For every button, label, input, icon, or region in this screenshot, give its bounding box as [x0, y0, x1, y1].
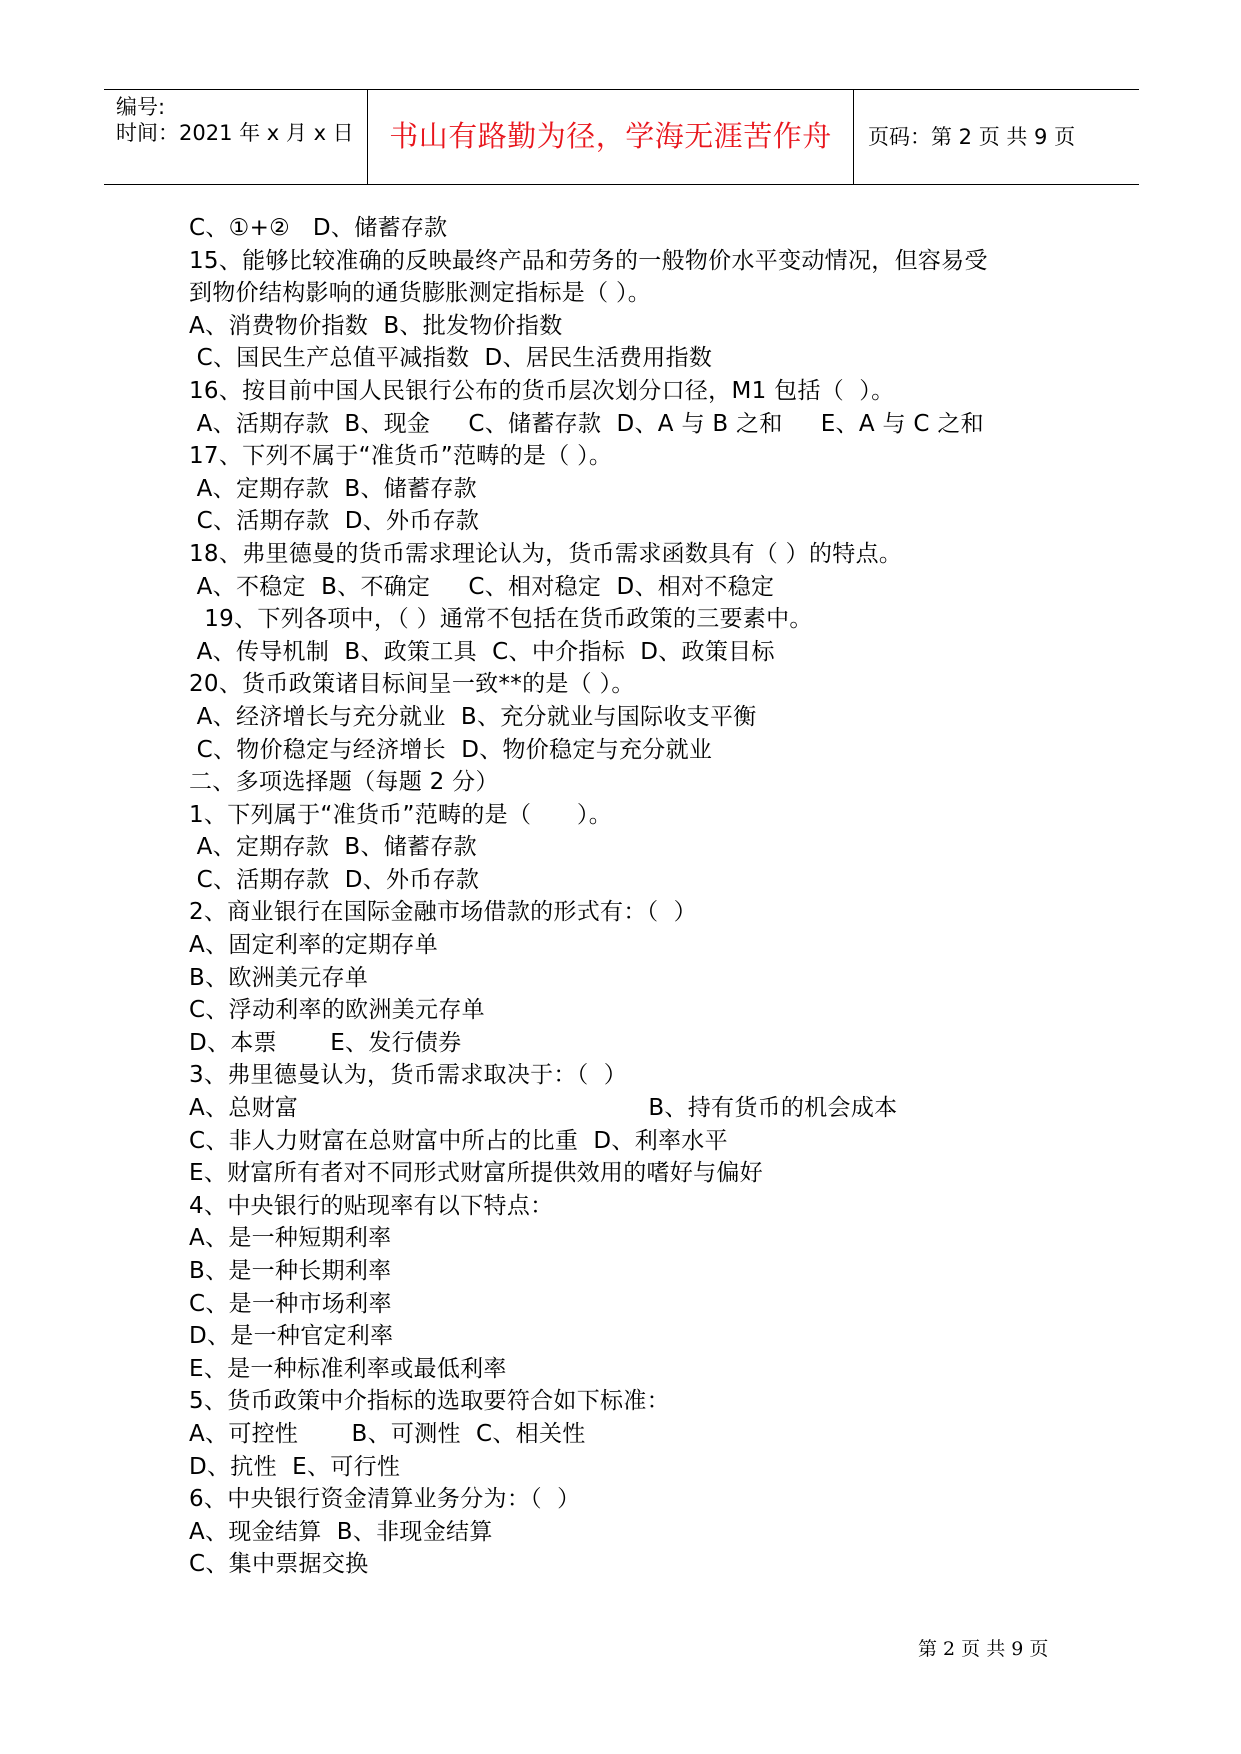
text-line: A、固定利率的定期存单: [189, 932, 439, 959]
text-line: C、国民生产总值平减指数 D、居民生活费用指数: [189, 345, 713, 372]
text-line: E、是一种标准利率或最低利率: [189, 1355, 507, 1382]
text-line: A、活期存款 B、现金 C、储蓄存款 D、A 与 B 之和 E、A 与 C 之和: [189, 410, 984, 437]
text-line: C、非人力财富在总财富中所占的比重 D、利率水平: [189, 1127, 728, 1154]
page-header: [104, 89, 1139, 185]
text-line: E、财富所有者对不同形式财富所提供效用的嗜好与偏好: [189, 1160, 764, 1187]
text-line: C、是一种市场利率: [189, 1290, 392, 1317]
document-number-label: 编号:: [116, 95, 166, 119]
text-line: A、现金结算 B、非现金结算: [189, 1518, 493, 1545]
text-line: B、是一种长期利率: [189, 1258, 392, 1284]
text-line: D、抗性 E、可行性: [189, 1453, 401, 1480]
header-motto: 书山有路勤为径，学海无涯苦作舟: [389, 119, 832, 153]
text-line: 5、货币政策中介指标的选取要符合如下标准：: [189, 1388, 670, 1415]
header-page-info: 页码：第 2 页 共 9 页: [868, 125, 1076, 149]
header-middle-cell: [368, 90, 854, 184]
text-line: C、集中票据交换: [189, 1551, 369, 1578]
header-left-cell: [104, 90, 368, 184]
text-line: C、物价稳定与经济增长 D、物价稳定与充分就业: [189, 736, 713, 763]
text-line: 4、中央银行的贴现率有以下特点：: [189, 1192, 554, 1219]
text-line: 二、多项选择题（每题 2 分）: [189, 769, 499, 796]
text-line: A、是一种短期利率: [189, 1225, 392, 1252]
text-line: A、定期存款 B、储蓄存款: [189, 834, 477, 861]
text-line: A、经济增长与充分就业 B、充分就业与国际收支平衡: [189, 703, 757, 730]
text-line: 15、能够比较准确的反映最终产品和劳务的一般物价水平变动情况，但容易受: [189, 247, 988, 274]
text-line: 18、弗里德曼的货币需求理论认为，货币需求函数具有（ ）的特点。: [189, 540, 903, 567]
text-line: 16、按目前中国人民银行公布的货币层次划分口径，M1 包括（ ）。: [189, 377, 895, 404]
text-line: D、是一种官定利率: [189, 1323, 394, 1350]
text-line: C、浮动利率的欧洲美元存单: [189, 997, 485, 1024]
text-line: B、欧洲美元存单: [189, 964, 369, 991]
text-line: A、消费物价指数 B、批发物价指数: [189, 312, 563, 339]
text-line: A、定期存款 B、储蓄存款: [189, 475, 477, 502]
text-line: 20、货币政策诸目标间呈一致**的是（ ）。: [189, 671, 635, 698]
text-line: 1、下列属于“准货币”范畴的是（ ）。: [189, 801, 613, 828]
text-line: C、①+② D、储蓄存款: [189, 215, 448, 241]
page-footer: 第 2 页 共 9 页: [918, 1638, 1049, 1660]
text-line: D、本票 E、发行债券: [189, 1029, 462, 1056]
text-line: 2、商业银行在国际金融市场借款的形式有：（ ）: [189, 899, 697, 926]
text-line: 6、中央银行资金清算业务分为：（ ）: [189, 1486, 581, 1513]
text-line: C、活期存款 D、外币存款: [189, 866, 480, 893]
text-line: A、可控性 B、可测性 C、相关性: [189, 1420, 586, 1447]
document-body: [189, 212, 1089, 1581]
text-line: A、总财富 B、持有货币的机会成本: [189, 1095, 898, 1122]
document-time-label: 时间：2021 年 x 月 x 日: [116, 121, 354, 145]
text-line: 19、下列各项中，（ ）通常不包括在货币政策的三要素中。: [189, 606, 813, 633]
text-line: A、不稳定 B、不确定 C、相对稳定 D、相对不稳定: [189, 573, 775, 600]
text-line: 3、弗里德曼认为，货币需求取决于：（ ）: [189, 1062, 628, 1089]
text-line: C、活期存款 D、外币存款: [189, 508, 480, 535]
text-line: A、传导机制 B、政策工具 C、中介指标 D、政策目标: [189, 638, 775, 665]
text-line: 17、下列不属于“准货币”范畴的是（ ）。: [189, 443, 613, 470]
text-line: 到物价结构影响的通货膨胀测定指标是（ ）。: [189, 280, 652, 307]
header-right-cell: [854, 90, 1139, 184]
